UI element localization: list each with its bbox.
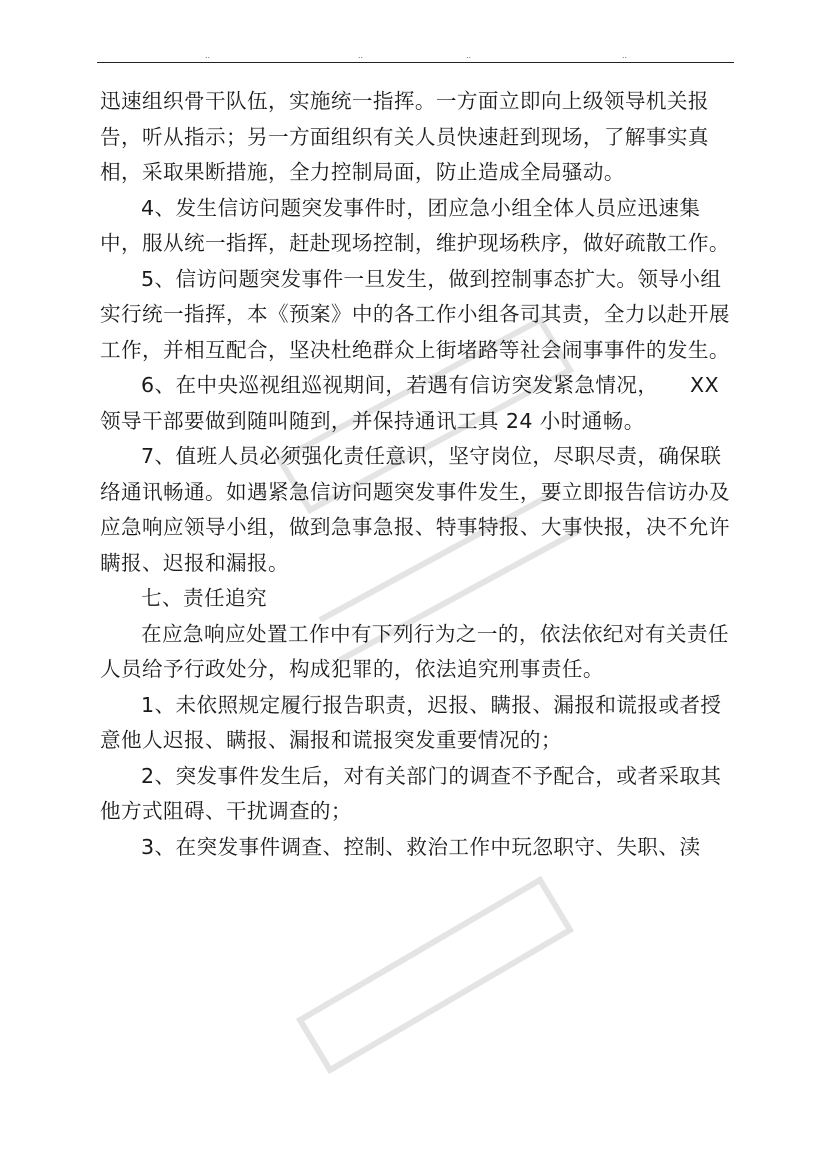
paragraph-item-6: 6、在中央巡视组巡视期间，若遇有信访突发紧急情况， XX领导干部要做到随叫随到，并保持通讯工具 24 小时通畅。 <box>100 373 720 433</box>
paragraph-item-4: 4、发生信访问题突发事件时，团应急小组全体人员应迅速集中，服从统一指挥，赶赴现场控制，维护现场秩序，做好疏散工作。 <box>100 195 730 255</box>
paragraph-item-5: 5、信访问题突发事件一旦发生，做到控制事态扩大。领导小组实行统一指挥，本《预案》中的各工作小组各司其责，全力以赴开展工作，并相互配合，坚决杜绝群众上街堵路等社会闹事事件的发生。 <box>100 266 730 362</box>
section-heading: 七、责任追究 <box>141 586 267 610</box>
header-mark: .. <box>466 51 472 60</box>
paragraph-clause-1: 1、未依照规定履行报告职责，迟报、瞒报、漏报和谎报或者授意他人迟报、瞒报、漏报和谎报突发重要情况的； <box>100 692 722 752</box>
paragraph-item-7: 7、值班人员必须强化责任意识，坚守岗位，尽职尽责，确保联络通讯畅通。如遇紧急信访问题突发事件发生，要立即报告信访办及应急响应领导小组，做到急事急报、特事特报、大事快报，决不允许瞒报、迟报和漏报。 <box>100 444 730 575</box>
header-mark: .. <box>622 51 628 60</box>
paragraph-clause-2: 2、突发事件发生后，对有关部门的调查不予配合，或者采取其他方式阻碍、干扰调查的； <box>100 763 722 823</box>
header-mark: .. <box>205 51 211 60</box>
header-rule <box>97 62 734 63</box>
paragraph-clause-3: 3、在突发事件调查、控制、救治工作中玩忽职守、失职、渎 <box>141 834 701 859</box>
paragraph-intro: 在应急响应处置工作中有下列行为之一的，依法依纪对有关责任人员给予行政处分，构成犯罪的，依法追究刑事责任。 <box>100 621 729 681</box>
document-body <box>100 84 740 865</box>
header-mark: .. <box>358 51 364 60</box>
paragraph-continuation: 迅速组织骨干队伍，实施统一指挥。一方面立即向上级领导机关报告，听从指示；另一方面组织有关人员快速赶到现场，了解事实真相，采取果断措施，全力控制局面，防止造成全局骚动。 <box>100 89 709 184</box>
